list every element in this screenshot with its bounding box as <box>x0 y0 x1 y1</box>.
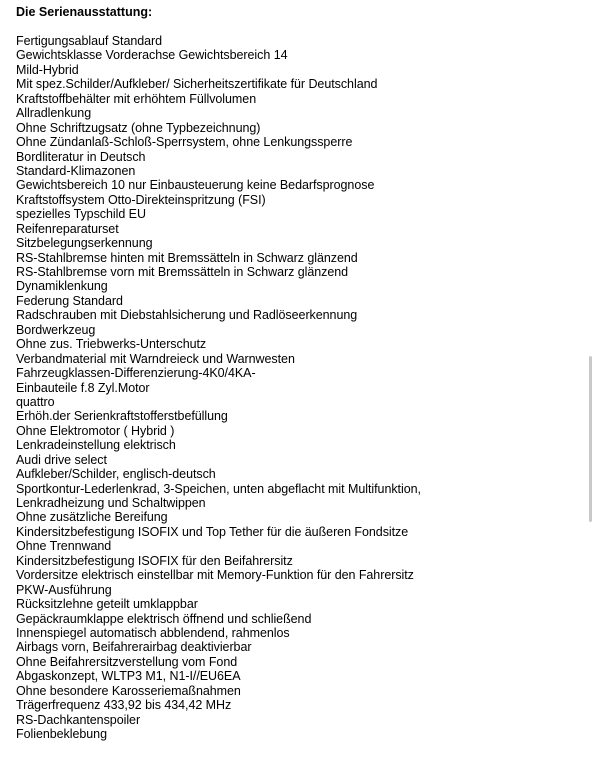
equipment-item: Erhöh.der Serienkraftstofferstbefüllung <box>16 409 228 424</box>
equipment-item: RS-Stahlbremse vorn mit Bremssätteln in Schwarz glänzend <box>16 265 349 279</box>
equipment-item: Gewichtsklasse Vorderachse Gewichtsbereich 14 <box>16 48 288 63</box>
equipment-item: Folienbeklebung <box>16 727 107 741</box>
equipment-item: Audi drive select <box>16 452 107 467</box>
equipment-item: Verbandmaterial mit Warndreieck und Warnwesten <box>16 351 295 366</box>
equipment-item: PKW-Ausführung <box>16 582 112 597</box>
equipment-item: quattro <box>16 394 55 409</box>
equipment-item: Airbags vorn, Beifahrerairbag deaktivierbar <box>16 640 252 655</box>
equipment-item: Ohne Beifahrersitzverstellung vom Fond <box>16 654 238 669</box>
equipment-item: Vordersitze elektrisch einstellbar mit Memory-Funktion für den Fahrersitz <box>16 568 414 583</box>
equipment-item: Dynamiklenkung <box>16 279 108 294</box>
equipment-item: Einbauteile f.8 Zyl.Motor <box>16 380 150 395</box>
equipment-item: Abgaskonzept, WLTP3 M1, N1-I//EU6EA <box>16 669 241 684</box>
equipment-item: Lenkradeinstellung elektrisch <box>16 438 176 453</box>
equipment-item: Ohne zusätzliche Bereifung <box>16 510 168 525</box>
equipment-item: Lenkradheizung und Schaltwippen <box>16 496 206 510</box>
equipment-item: Trägerfrequenz 433,92 bis 434,42 MHz <box>16 698 232 713</box>
equipment-item: Bordwerkzeug <box>16 322 96 337</box>
equipment-item: Mild-Hybrid <box>16 62 79 77</box>
equipment-item: Ohne besondere Karosseriemaßnahmen <box>16 683 241 698</box>
equipment-item: Gewichtsbereich 10 nur Einbausteuerung keine Bedarfsprognose <box>16 178 375 193</box>
equipment-item: Gepäckraumklappe elektrisch öffnend und schließend <box>16 611 312 626</box>
section-heading: Die Serienausstattung: <box>16 5 153 19</box>
equipment-item: Ohne Zündanlaß-Schloß-Sperrsystem, ohne Lenkungssperre <box>16 135 353 150</box>
equipment-item: Standard-Klimazonen <box>16 163 136 178</box>
equipment-item: RS-Dachkantenspoiler <box>16 712 141 727</box>
equipment-item: spezielles Typschild EU <box>16 207 146 222</box>
vertical-scrollbar[interactable] <box>589 356 592 522</box>
equipment-item: Kraftstoffbehälter mit erhöhtem Füllvolumen <box>16 91 257 106</box>
equipment-item: Fahrzeugklassen-Differenzierung-4K0/4KA- <box>16 366 256 381</box>
equipment-item: Sitzbelegungserkennung <box>16 236 153 251</box>
equipment-item: Fertigungsablauf Standard <box>16 34 163 48</box>
equipment-item: Kraftstoffsystem Otto-Direkteinspritzung (FSI) <box>16 192 266 207</box>
equipment-item: Kindersitzbefestigung ISOFIX und Top Tether für die äußeren Fondsitze <box>16 524 409 539</box>
equipment-item: Kindersitzbefestigung ISOFIX für den Beifahrersitz <box>16 553 293 568</box>
equipment-item: Rücksitzlehne geteilt umklappbar <box>16 597 198 612</box>
document-page <box>16 4 586 741</box>
equipment-item: Sportkontur-Lederlenkrad, 3-Speichen, unten abgeflacht mit Multifunktion, <box>16 481 421 496</box>
equipment-item: Reifenreparaturset <box>16 221 119 236</box>
equipment-item: Ohne Elektromotor ( Hybrid ) <box>16 423 175 438</box>
equipment-item: Ohne zus. Triebwerks-Unterschutz <box>16 337 207 352</box>
equipment-item: Radschrauben mit Diebstahlsicherung und Radlöseerkennung <box>16 308 358 323</box>
equipment-item: Innenspiegel automatisch abblendend, rahmenlos <box>16 625 290 640</box>
equipment-item: Aufkleber/Schilder, englisch-deutsch <box>16 467 216 482</box>
equipment-item: Ohne Schriftzugsatz (ohne Typbezeichnung) <box>16 120 261 135</box>
equipment-list <box>16 34 586 741</box>
equipment-item: Ohne Trennwand <box>16 539 112 554</box>
equipment-item: Mit spez.Schilder/Aufkleber/ Sicherheitszertifikate für Deutschland <box>16 77 378 92</box>
equipment-item: RS-Stahlbremse hinten mit Bremssätteln in Schwarz glänzend <box>16 250 358 265</box>
equipment-item: Federung Standard <box>16 293 123 308</box>
equipment-item: Allradlenkung <box>16 106 92 121</box>
equipment-item: Bordliteratur in Deutsch <box>16 149 146 164</box>
